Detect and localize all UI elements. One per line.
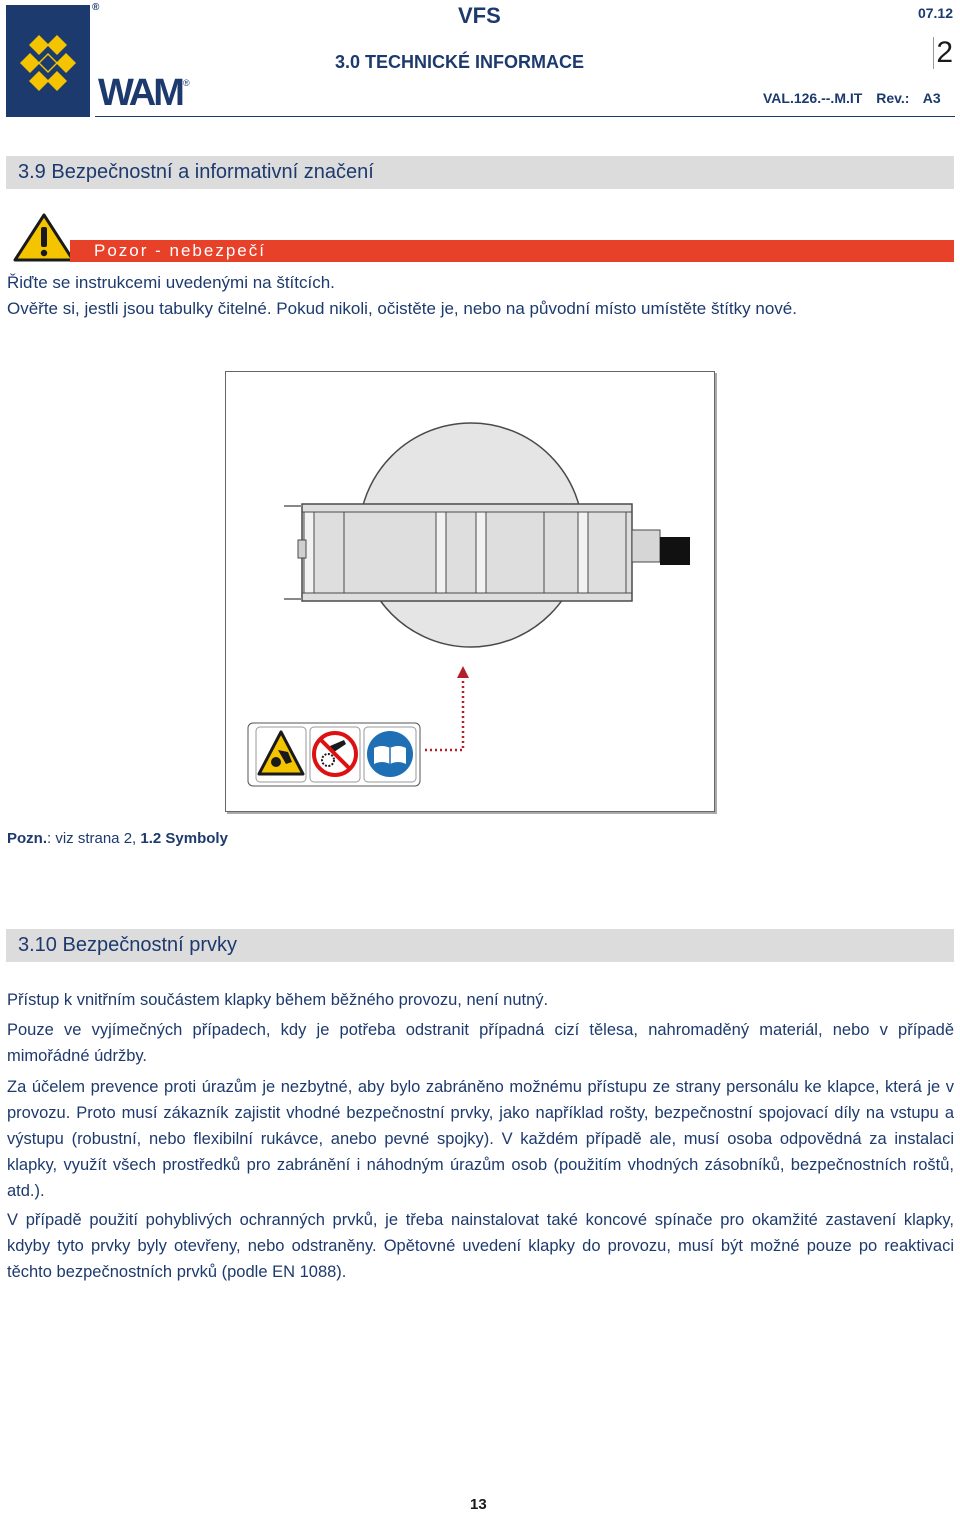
document-code bbox=[763, 90, 941, 106]
valve-label-figure bbox=[225, 371, 715, 812]
brand-wordmark: WAM bbox=[98, 72, 182, 114]
paragraph-4: V případě použití pohyblivých ochranných prvků, je třeba nainstalovat také koncové spínače pro okamžité zastavení klapky, kdyby tyto prvky byly otevřeny, nebo odstraněny. Opětovné uvedení klapky do provozu, musí být možné pouze po reaktivaci těchto bezpečnostních prvků (podle EN 1088). bbox=[7, 1211, 954, 1281]
actuator-shaft bbox=[660, 537, 690, 565]
warning-triangle-icon bbox=[13, 212, 75, 262]
header-divider bbox=[95, 116, 955, 117]
warning-banner: Pozor - nebezpečí bbox=[70, 240, 954, 262]
warning-line-2: Ověřte si, jestli jsou tabulky čitelné. Pokud nikoli, očistěte je, nebo na původní místo umístěte štítky nové. bbox=[7, 299, 797, 318]
wam-logo-mark-icon bbox=[6, 5, 90, 117]
paragraph-1: Přístup k vnitřním součástem klapky během běžného provozu, není nutný. bbox=[7, 991, 549, 1009]
note-label: Pozn. bbox=[7, 830, 47, 847]
note-text: : viz strana 2, bbox=[47, 830, 137, 847]
revision-text: Rev.: A3 bbox=[876, 90, 941, 106]
paragraph-3: Za účelem prevence proti úrazům je nezbytné, aby bylo zabráněno možnému přístupu ze strany personálu ke klapce, která je v provozu. Proto musí zákazník zajistit vhodné bezpečnostní prvky, jako například rošty, bezpečnostní spojovací díly na vstupu a výstupu (robustní, nebo flexibilní rukávce, anebo pevné spojky). V každém případě ale, musí osoba odpovědná za instalaci klapky, využít všech prostředků pro zabránění i náhodným úrazům osob (použitím vhodných zásobníků, bezpečnostních roštů, atd.). bbox=[7, 1078, 954, 1200]
page-number: 13 bbox=[470, 1496, 487, 1513]
warning-line-1: Řiďte se instrukcemi uvedenými na štítcích. bbox=[7, 273, 335, 292]
header-section-title: 3.0 TECHNICKÉ INFORMACE bbox=[335, 52, 585, 72]
warning-text bbox=[7, 270, 952, 322]
paragraph-2: Pouze ve vyjímečných případech, kdy je potřeba odstranit případná cizí tělesa, nahromaděný materiál, nebo v případě mimořádné údržby. bbox=[7, 1021, 954, 1065]
wordmark-registered-mark: ® bbox=[183, 78, 190, 88]
document-date: 07.12 bbox=[917, 5, 953, 21]
logo-registered-mark: ® bbox=[92, 2, 100, 13]
crush-hazard-sign-icon bbox=[256, 727, 306, 782]
note-reference: 1.2 Symboly bbox=[140, 830, 228, 847]
do-not-operate-sign-icon bbox=[310, 727, 360, 782]
valve-drawing bbox=[226, 372, 716, 813]
wam-logo bbox=[6, 5, 90, 117]
product-title: VFS bbox=[458, 3, 501, 28]
section-heading-3-10: 3.10 Bezpečnostní prvky bbox=[6, 929, 954, 962]
section-heading-3-9: 3.9 Bezpečnostní a informativní značení bbox=[6, 156, 954, 189]
chapter-number: 2 bbox=[933, 37, 953, 69]
read-manual-sign-icon bbox=[364, 727, 416, 782]
doc-code-text: VAL.126.--.M.IT bbox=[763, 90, 863, 106]
figure-note bbox=[7, 830, 228, 847]
